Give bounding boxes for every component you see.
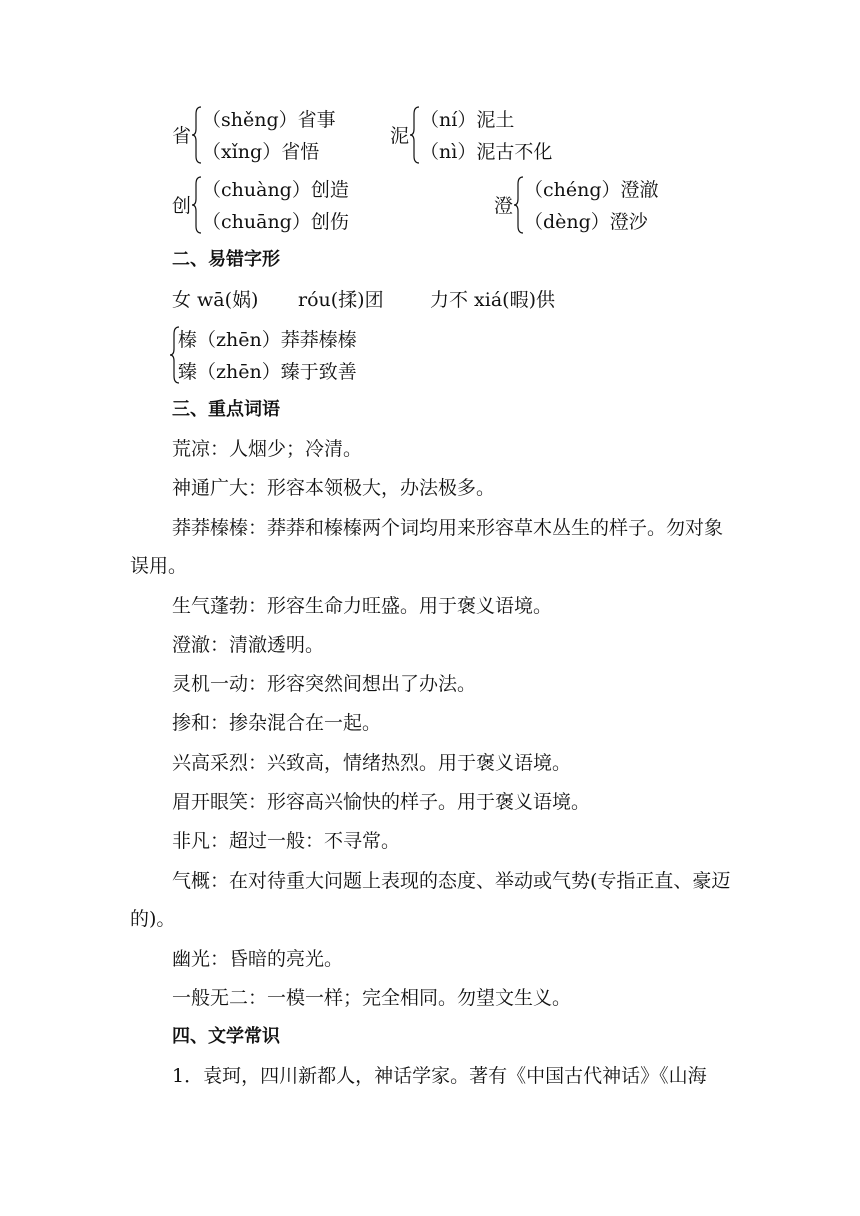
pronunciation-item: （shěng）省事 (202, 109, 336, 131)
pronunciation-item: （xǐng）省悟 (202, 141, 320, 163)
vocab-item: 幽光：昏暗的亮光。 (172, 948, 344, 970)
section-heading: 四、文学常识 (172, 1026, 280, 1047)
vocab-item: 眉开眼笑：形容高兴愉快的样子。用于褒义语境。 (172, 791, 591, 813)
vocab-item: 莽莽榛榛：莽莽和榛榛两个词均用来形容草木丛生的样子。勿对象误用。 (130, 517, 724, 577)
vocab-item: 生气蓬勃：形容生命力旺盛。用于褒义语境。 (172, 595, 553, 617)
pronunciation-item: （chuāng）创伤 (202, 211, 349, 233)
brace-icon (514, 176, 524, 234)
vocab-item: 非凡：超过一般：不寻常。 (172, 830, 401, 852)
vocab-item: 荒凉：人烟少；冷清。 (172, 438, 363, 460)
vocab-item: 神通广大：形容本领极大，办法极多。 (172, 477, 496, 499)
pronunciation-item: （nì）泥古不化 (420, 141, 553, 163)
pronunciation-item: （dèng）澄沙 (524, 211, 648, 233)
pronunciation-group-chuang (172, 174, 372, 238)
group-head-char: 省 (172, 125, 192, 147)
pronunciation-group-ni (390, 104, 590, 168)
character-pair-item: 臻（zhēn）臻于致善 (178, 361, 357, 383)
brace-icon (192, 176, 202, 234)
vocab-item: 气概：在对待重大问题上表现的态度、举动或气势(专指正直、豪迈的)。 (130, 870, 731, 930)
literature-item: 1．袁珂，四川新都人，神话学家。著有《中国古代神话》《山海 (172, 1065, 707, 1087)
section-heading: 三、重点词语 (172, 399, 280, 420)
character-item: 力不 xiá(暇)供 (430, 289, 555, 311)
vocab-item: 掺和：掺杂混合在一起。 (172, 712, 382, 734)
pronunciation-item: （ní）泥土 (420, 109, 515, 131)
character-pair-item: 榛（zhēn）莽莽榛榛 (178, 329, 357, 351)
pronunciation-item: （chéng）澄澈 (524, 179, 659, 201)
vocab-item: 澄澈：清澈透明。 (172, 634, 325, 656)
vocab-item: 兴高采烈：兴致高，情绪热烈。用于褒义语境。 (172, 752, 572, 774)
group-head-char: 泥 (390, 125, 410, 147)
section-heading: 二、易错字形 (172, 249, 280, 270)
pronunciation-item: （chuàng）创造 (202, 179, 349, 201)
vocab-item: 一般无二：一模一样；完全相同。勿望文生义。 (172, 987, 572, 1009)
character-pair-group (170, 324, 390, 388)
pronunciation-group-cheng (494, 174, 694, 238)
brace-icon (410, 106, 420, 164)
pronunciation-group-sheng (172, 104, 372, 168)
group-head-char: 澄 (494, 195, 514, 217)
character-item: róu(揉)团 (298, 289, 384, 311)
vocab-item: 灵机一动：形容突然间想出了办法。 (172, 673, 477, 695)
character-item: 女 wā(娲) (172, 289, 259, 311)
group-head-char: 创 (172, 195, 192, 217)
brace-icon (192, 106, 202, 164)
